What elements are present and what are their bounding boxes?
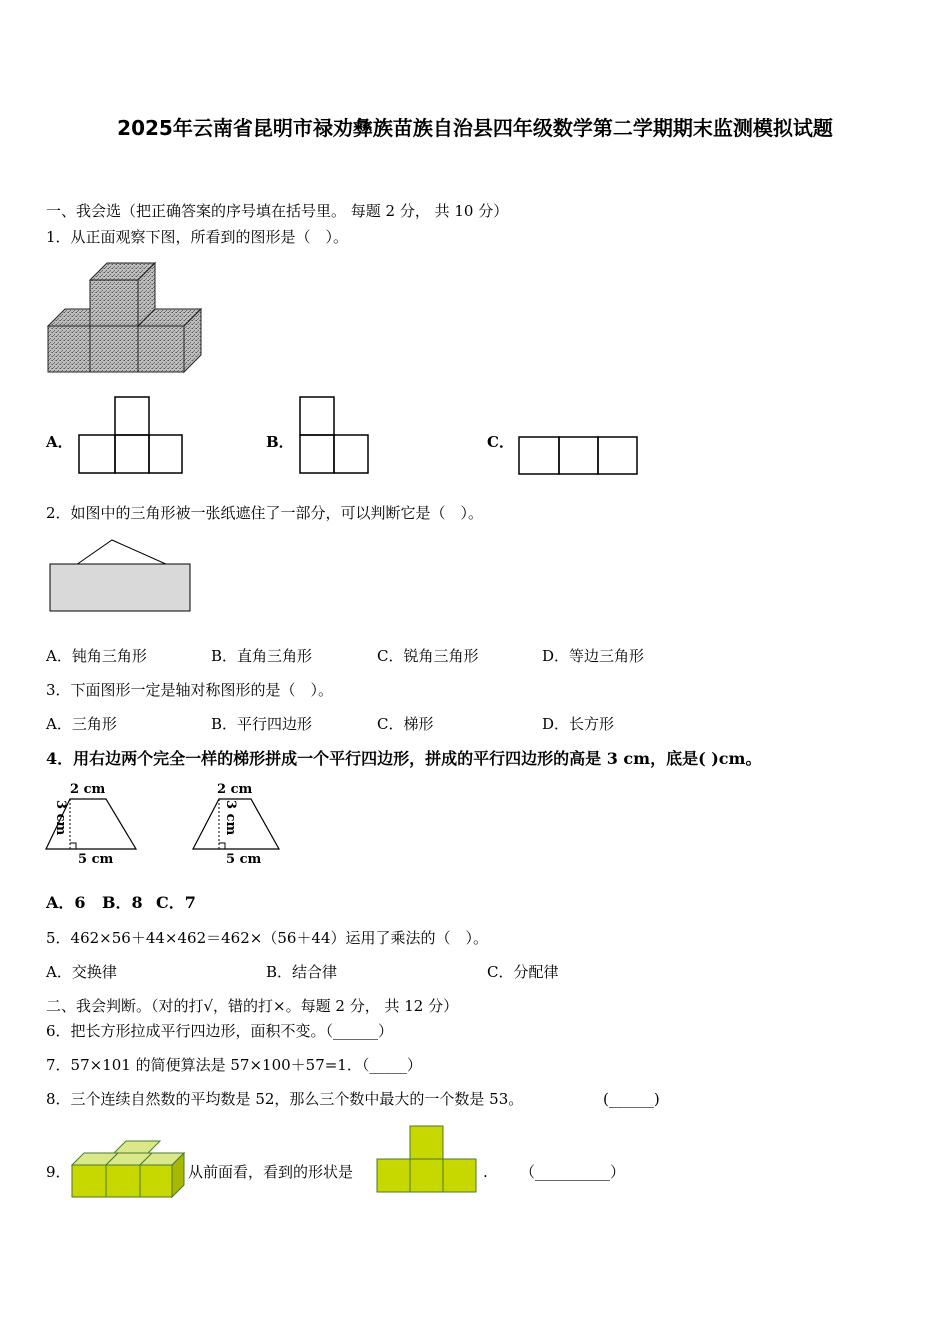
q4-right-top-label: 2 cm	[217, 782, 253, 797]
q5-option-a[interactable]: A．交换律	[46, 963, 117, 981]
q3-option-d[interactable]: D．长方形	[542, 715, 615, 733]
section-2-heading: 二、我会判断。（对的打√，错的打×。每题 2 分， 共 12 分）	[46, 997, 459, 1015]
q1-option-c-label[interactable]: C．	[487, 433, 514, 451]
question-9-dot: .	[483, 1163, 488, 1181]
q2-option-b[interactable]: B．直角三角形	[211, 647, 313, 665]
question-7: 7．57×101 的简便算法是 57×100＋57=1．（_____）	[46, 1056, 422, 1074]
q5-option-c[interactable]: C．分配律	[487, 963, 559, 981]
question-8-answer-blank[interactable]: (______)	[603, 1090, 660, 1108]
q3-option-b[interactable]: B．平行四边形	[211, 715, 313, 733]
question-1-stem: 1．从正面观察下图，所看到的图形是（ ）。	[46, 228, 349, 246]
q4-right-height-label: 3 cm	[223, 800, 238, 836]
q1-cube-figure	[44, 260, 214, 380]
question-5-stem: 5．462×56＋44×462＝462×（56＋44）运用了乘法的（ ）。	[46, 929, 488, 947]
q4-left-bottom-label: 5 cm	[78, 852, 114, 867]
q1-option-a-figure	[78, 396, 184, 476]
q1-option-b-label[interactable]: B．	[266, 433, 294, 451]
section-1-heading: 一、我会选（把正确答案的序号填在括号里。 每题 2 分， 共 10 分）	[46, 202, 509, 220]
q1-option-b-figure	[299, 396, 371, 476]
question-4-stem: 4．用右边两个完全一样的梯形拼成一个平行四边形，拼成的平行四边形的高是 3 cm，底是( )cm。	[46, 749, 762, 768]
q5-option-b[interactable]: B．结合律	[266, 963, 338, 981]
q4-right-bottom-label: 5 cm	[226, 852, 262, 867]
q4-left-top-label: 2 cm	[70, 782, 106, 797]
q4-option-a[interactable]: A．6	[46, 893, 86, 912]
q2-option-c[interactable]: C．锐角三角形	[377, 647, 479, 665]
q2-option-a[interactable]: A．钝角三角形	[46, 647, 147, 665]
question-9-answer-blank[interactable]: （__________）	[520, 1163, 626, 1181]
q1-option-a-label[interactable]: A．	[46, 433, 73, 451]
page-title: 2025年云南省昆明市禄劝彝族苗族自治县四年级数学第二学期期末监测模拟试题	[117, 116, 833, 140]
question-3-stem: 3．下面图形一定是轴对称图形的是（ ）。	[46, 681, 334, 699]
q2-hidden-triangle-figure	[48, 537, 194, 615]
q4-left-height-label: 3 cm	[53, 800, 68, 836]
q3-option-a[interactable]: A．三角形	[46, 715, 117, 733]
question-8: 8．三个连续自然数的平均数是 52，那么三个数中最大的一个数是 53。	[46, 1090, 524, 1108]
q4-option-c[interactable]: C．7	[156, 893, 196, 912]
q3-option-c[interactable]: C．梯形	[377, 715, 434, 733]
q2-option-d[interactable]: D．等边三角形	[542, 647, 645, 665]
question-6: 6．把长方形拉成平行四边形，面积不变。（______）	[46, 1022, 394, 1040]
q9-front-view-shape	[376, 1125, 480, 1195]
question-9-text: 从前面看，看到的形状是	[188, 1163, 354, 1181]
q4-option-b[interactable]: B．8	[102, 893, 143, 912]
question-9-number: 9．	[46, 1163, 71, 1181]
q9-green-cubes-3d	[70, 1137, 190, 1199]
q1-option-c-figure	[518, 436, 640, 476]
question-2-stem: 2．如图中的三角形被一张纸遮住了一部分，可以判断它是（ ）。	[46, 504, 484, 522]
